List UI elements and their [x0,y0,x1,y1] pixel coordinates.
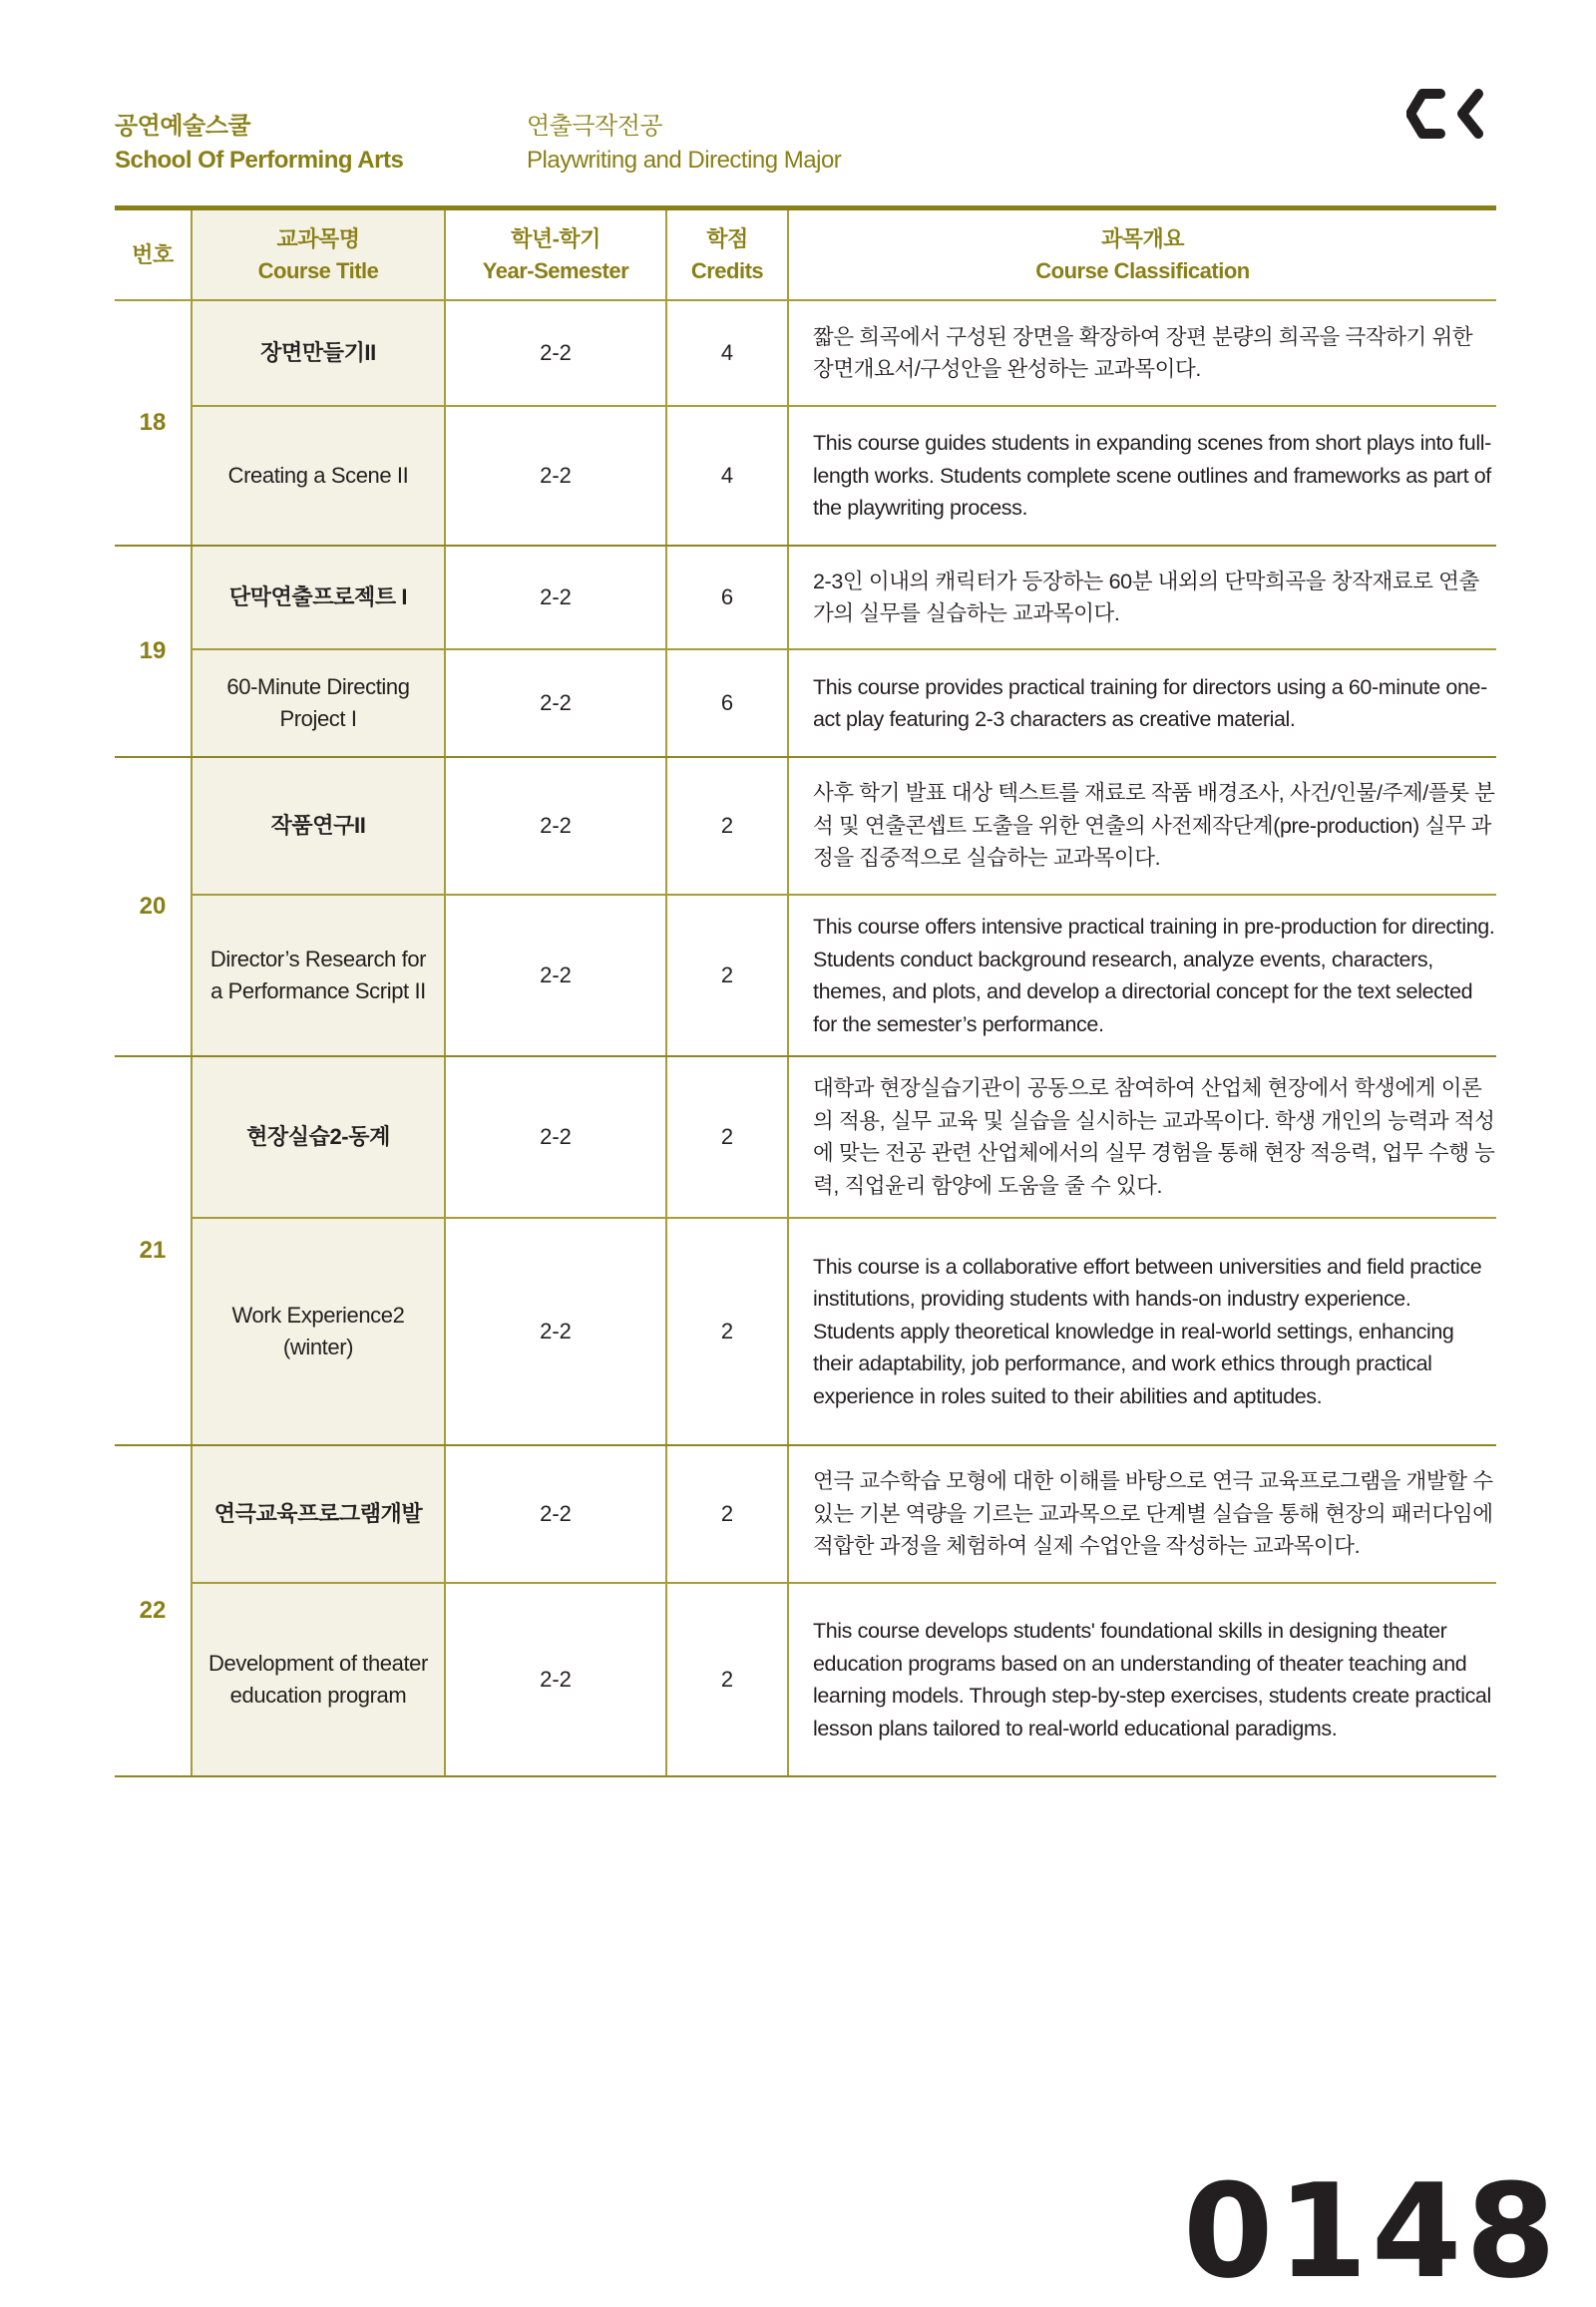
course-number: 19 [115,546,192,757]
course-title: 장면만들기II [192,300,445,406]
col-header-course-title: 교과목명 Course Title [192,210,445,300]
course-title: 현장실습2-동계 [192,1056,445,1218]
page-number: 0148 [1183,2155,1560,2307]
curriculum-table [115,210,1496,1777]
credits: 6 [666,546,788,649]
course-title: Development of theater education program [192,1583,445,1776]
col-header-year-semester: 학년-학기 Year-Semester [445,210,666,300]
table-header-row [115,210,1496,300]
course-title: 연극교육프로그램개발 [192,1445,445,1583]
table-row [115,649,1496,757]
col-header-course-classification: 과목개요 Course Classification [788,210,1496,300]
school-heading [115,110,403,178]
course-description: This course guides students in expanding scenes from short plays into full-length works. Students complete scene outlines and frameworks as part of the playwriting process. [788,406,1496,546]
school-name-en: School Of Performing Arts [115,147,404,174]
year-semester: 2-2 [445,1056,666,1218]
credits: 4 [666,300,788,406]
table-row [115,300,1496,406]
credits: 2 [666,1583,788,1776]
credits: 2 [666,895,788,1056]
course-title: 60-Minute Directing Project I [192,649,445,757]
year-semester: 2-2 [445,757,666,895]
credits: 2 [666,757,788,895]
table-row [115,546,1496,649]
table-row [115,1445,1496,1583]
credits: 2 [666,1056,788,1218]
credits: 2 [666,1445,788,1583]
year-semester: 2-2 [445,406,666,546]
course-description: 대학과 현장실습기관이 공동으로 참여하여 산업체 현장에서 학생에게 이론의 적용, 실무 교육 및 실습을 실시하는 교과목이다. 학생 개인의 능력과 적성에 맞는 전공 관련 산업체에서의 실무 경험을 통해 현장 적응력, 업무 수행 능력, 직업윤리 함양에 도움을 줄 수 있다. [788,1056,1496,1218]
course-description: This course provides practical training for directors using a 60-minute one-act play featuring 2-3 characters as creative material. [788,649,1496,757]
course-number: 22 [115,1445,192,1776]
table-row [115,1056,1496,1218]
year-semester: 2-2 [445,1218,666,1445]
year-semester: 2-2 [445,546,666,649]
table-row [115,895,1496,1056]
year-semester: 2-2 [445,1583,666,1776]
year-semester: 2-2 [445,895,666,1056]
course-description: 사후 학기 발표 대상 텍스트를 재료로 작품 배경조사, 사건/인물/주제/플롯 분석 및 연출콘셉트 도출을 위한 연출의 사전제작단계(pre-production) 실무 과정을 집중적으로 실습하는 교과목이다. [788,757,1496,895]
course-number: 21 [115,1056,192,1445]
course-number: 18 [115,300,192,546]
course-description: 연극 교수학습 모형에 대한 이해를 바탕으로 연극 교육프로그램을 개발할 수 있는 기본 역량을 기르는 교과목으로 단계별 실습을 통해 현장의 패러다임에 적합한 과정을 체험하여 실제 수업안을 작성하는 교과목이다. [788,1445,1496,1583]
major-name-ko: 연출극작전공 [527,113,663,140]
course-description: This course develops students' foundational skills in designing theater education programs based on an understanding of theater teaching and learning models. Through step-by-step exercises, students create practical lesson plans tailored to real-world educational paradigms. [788,1583,1496,1776]
course-description: This course offers intensive practical training in pre-production for directing. Students conduct background research, analyze events, characters, themes, and plots, and develop a directorial concept for the text selected for the semester’s performance. [788,895,1496,1056]
course-description: 2-3인 이내의 캐릭터가 등장하는 60분 내외의 단막희곡을 창작재료로 연출가의 실무를 실습하는 교과목이다. [788,546,1496,649]
credits: 4 [666,406,788,546]
course-number: 20 [115,757,192,1056]
major-heading [527,110,841,178]
course-title: Work Experience2 (winter) [192,1218,445,1445]
table-row [115,1218,1496,1445]
course-title: 단막연출프로젝트 I [192,546,445,649]
school-name-ko: 공연예술스쿨 [115,113,251,140]
year-semester: 2-2 [445,649,666,757]
year-semester: 2-2 [445,1445,666,1583]
major-name-en: Playwriting and Directing Major [527,147,842,174]
course-title: Director’s Research for a Performance Script II [192,895,445,1056]
col-header-credits: 학점 Credits [666,210,788,300]
credits: 2 [666,1218,788,1445]
course-title: Creating a Scene II [192,406,445,546]
table-row [115,406,1496,546]
table-row [115,757,1496,895]
course-description: 짧은 희곡에서 구성된 장면을 확장하여 장편 분량의 희곡을 극작하기 위한 장면개요서/구성안을 완성하는 교과목이다. [788,300,1496,406]
course-title: 작품연구II [192,757,445,895]
year-semester: 2-2 [445,300,666,406]
col-header-number: 번호 [115,210,192,300]
table-row [115,1583,1496,1776]
ck-chevron-logo-icon [1406,88,1488,140]
credits: 6 [666,649,788,757]
course-description: This course is a collaborative effort between universities and field practice institutions, providing students with hands-on industry experience. Students apply theoretical knowledge in real-world settings, enhancing their adaptability, job performance, and work ethics through practical experience in roles suited to their abilities and aptitudes. [788,1218,1496,1445]
